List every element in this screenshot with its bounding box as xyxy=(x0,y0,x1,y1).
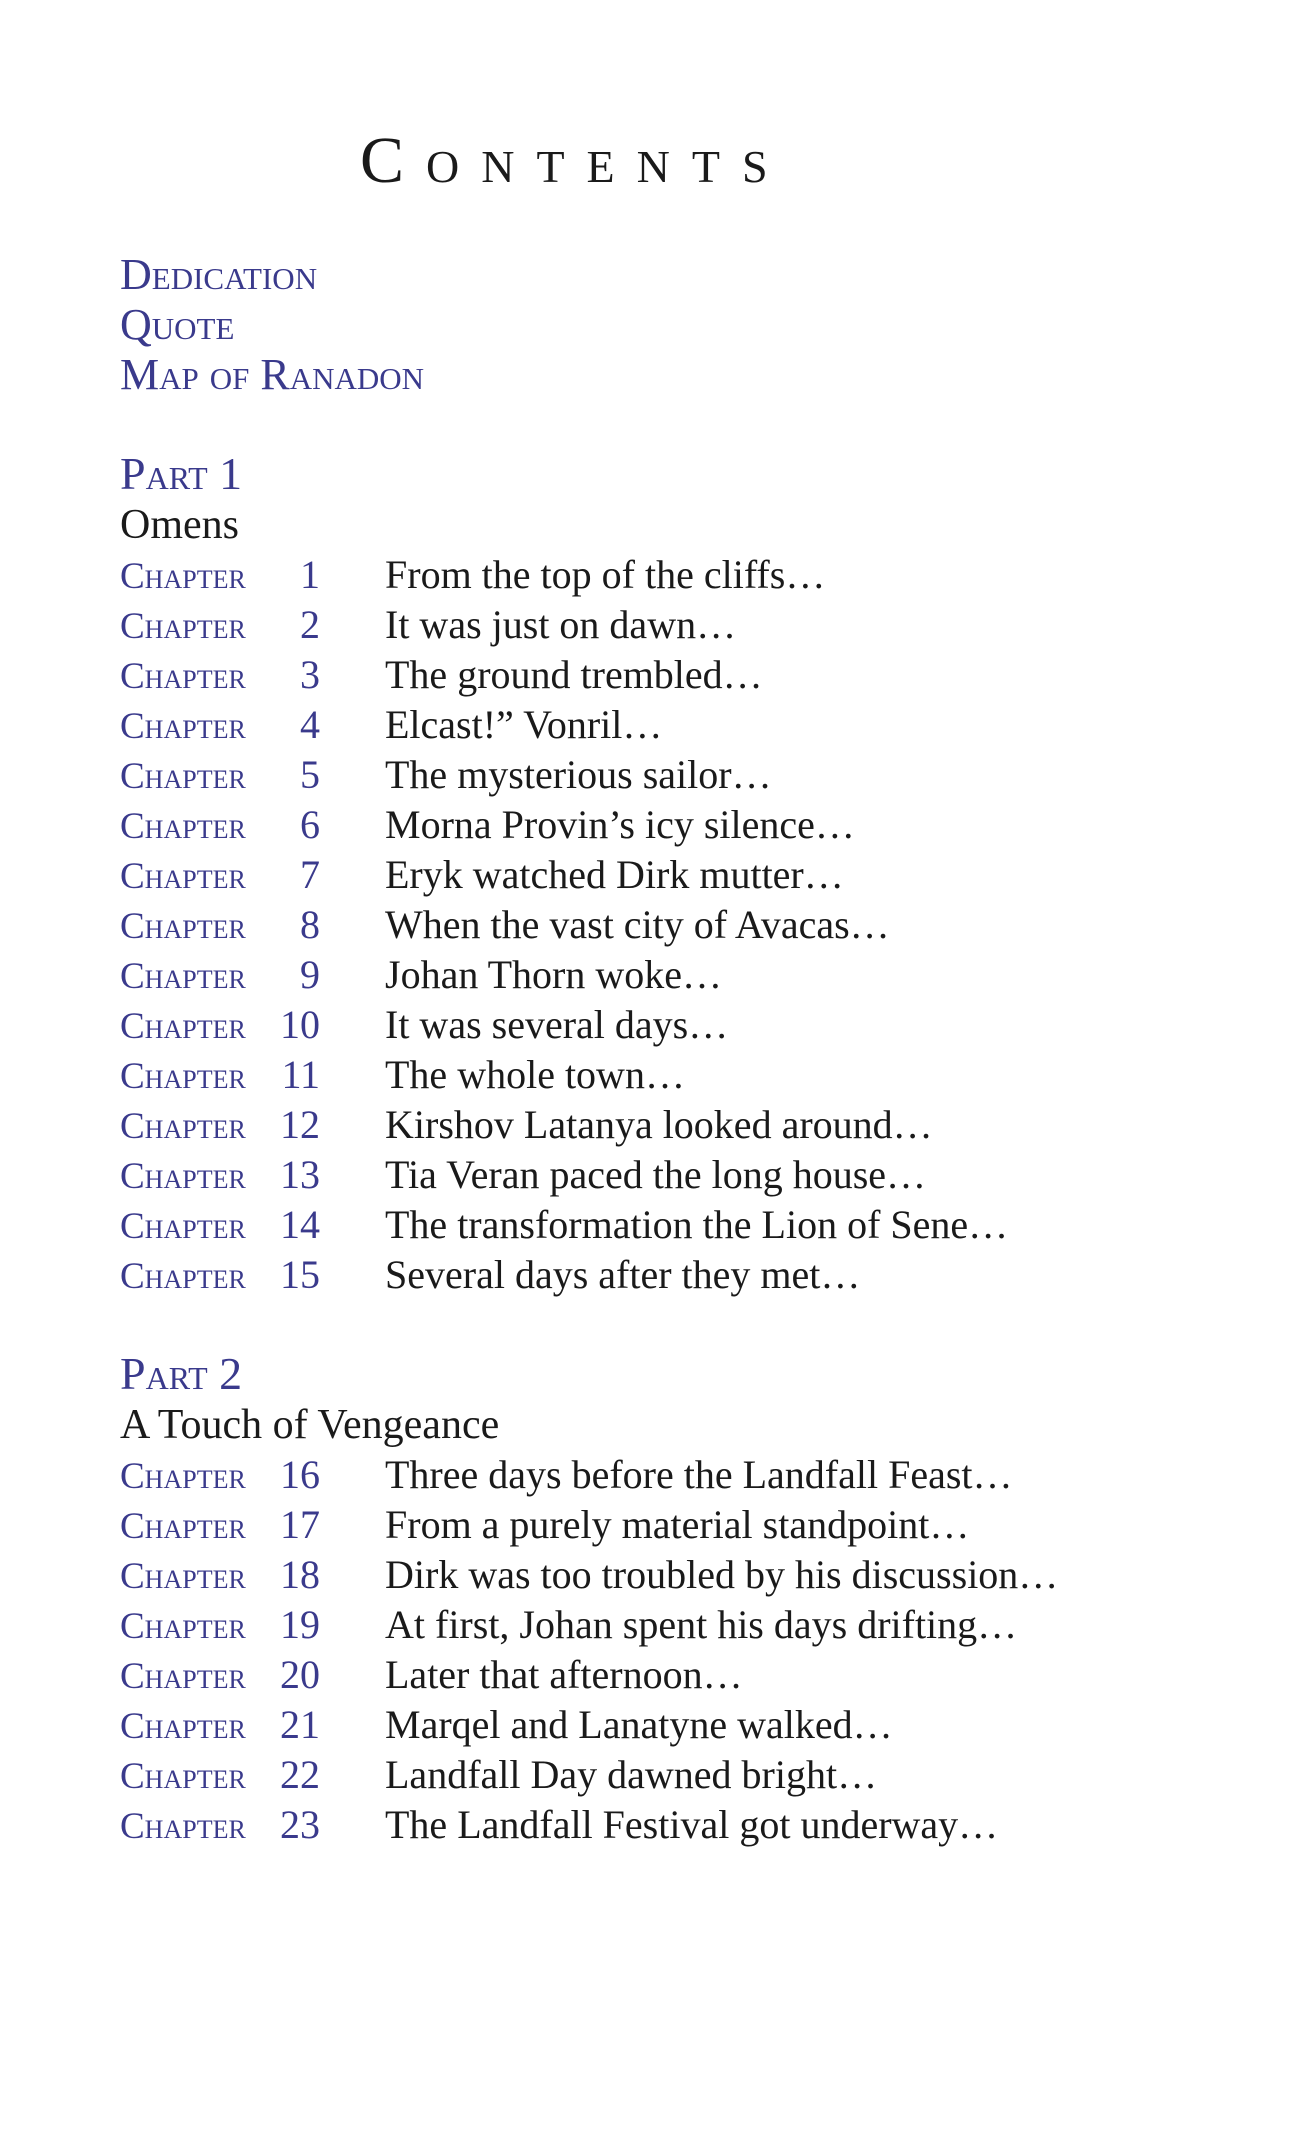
chapter-excerpt: Johan Thorn woke… xyxy=(385,952,722,997)
chapter-list xyxy=(120,1450,1058,1850)
part-link[interactable]: Part 2 xyxy=(120,1348,243,1399)
chapter-excerpt: Three days before the Landfall Feast… xyxy=(385,1452,1013,1497)
chapter-link[interactable]: Chapter xyxy=(120,1556,246,1597)
chapter-link[interactable]: Chapter xyxy=(120,656,246,697)
chapter-link[interactable]: Chapter xyxy=(120,1106,246,1147)
chapter-row xyxy=(120,1500,1058,1550)
chapter-number[interactable]: 4 xyxy=(300,702,320,747)
chapter-excerpt: The ground trembled… xyxy=(385,652,763,697)
chapter-row xyxy=(120,1250,1008,1300)
chapter-row xyxy=(120,700,1008,750)
chapter-excerpt: Tia Veran paced the long house… xyxy=(385,1152,927,1197)
chapter-number[interactable]: 23 xyxy=(280,1802,320,1847)
chapter-link[interactable]: Chapter xyxy=(120,1256,246,1297)
chapter-number[interactable]: 10 xyxy=(280,1002,320,1047)
chapter-row xyxy=(120,1150,1008,1200)
chapter-link[interactable]: Chapter xyxy=(120,1006,246,1047)
chapter-number[interactable]: 7 xyxy=(300,852,320,897)
chapter-row xyxy=(120,750,1008,800)
page-title: Contents xyxy=(360,124,790,197)
chapter-number[interactable]: 19 xyxy=(280,1602,320,1647)
chapter-link[interactable]: Chapter xyxy=(120,1606,246,1647)
link-map[interactable]: Map of Ranadon xyxy=(120,350,425,399)
chapter-link[interactable]: Chapter xyxy=(120,1456,246,1497)
chapter-number[interactable]: 8 xyxy=(300,902,320,947)
chapter-excerpt: At first, Johan spent his days drifting… xyxy=(385,1602,1018,1647)
chapter-excerpt: It was several days… xyxy=(385,1002,729,1047)
chapter-number[interactable]: 17 xyxy=(280,1502,320,1547)
chapter-excerpt: Several days after they met… xyxy=(385,1252,861,1297)
chapter-excerpt: When the vast city of Avacas… xyxy=(385,902,890,947)
chapter-excerpt: Marqel and Lanatyne walked… xyxy=(385,1702,893,1747)
chapter-excerpt: From a purely material standpoint… xyxy=(385,1502,970,1547)
chapter-excerpt: The mysterious sailor… xyxy=(385,752,772,797)
part-section xyxy=(120,1348,1058,1850)
chapter-link[interactable]: Chapter xyxy=(120,906,246,947)
part-subtitle: Omens xyxy=(120,502,239,548)
chapter-row xyxy=(120,850,1008,900)
chapter-row xyxy=(120,950,1008,1000)
chapter-list xyxy=(120,550,1008,1300)
chapter-excerpt: Dirk was too troubled by his discussion… xyxy=(385,1552,1059,1597)
chapter-number[interactable]: 2 xyxy=(300,602,320,647)
chapter-number[interactable]: 21 xyxy=(280,1702,320,1747)
chapter-link[interactable]: Chapter xyxy=(120,606,246,647)
link-dedication[interactable]: Dedication xyxy=(120,250,318,299)
chapter-row xyxy=(120,550,1008,600)
chapter-link[interactable]: Chapter xyxy=(120,806,246,847)
chapter-row xyxy=(120,800,1008,850)
chapter-excerpt: From the top of the cliffs… xyxy=(385,552,826,597)
chapter-number[interactable]: 22 xyxy=(280,1752,320,1797)
front-matter-list xyxy=(120,250,424,400)
chapter-row xyxy=(120,1600,1058,1650)
chapter-link[interactable]: Chapter xyxy=(120,1156,246,1197)
chapter-row xyxy=(120,1450,1058,1500)
chapter-number[interactable]: 14 xyxy=(280,1202,320,1247)
chapter-row xyxy=(120,1550,1058,1600)
chapter-link[interactable]: Chapter xyxy=(120,1506,246,1547)
chapter-number[interactable]: 6 xyxy=(300,802,320,847)
chapter-number[interactable]: 9 xyxy=(300,952,320,997)
chapter-row xyxy=(120,1100,1008,1150)
chapter-link[interactable]: Chapter xyxy=(120,1056,246,1097)
chapter-link[interactable]: Chapter xyxy=(120,706,246,747)
chapter-link[interactable]: Chapter xyxy=(120,556,246,597)
chapter-link[interactable]: Chapter xyxy=(120,1206,246,1247)
chapter-excerpt: Elcast!” Vonril… xyxy=(385,702,663,747)
chapter-number[interactable]: 18 xyxy=(280,1552,320,1597)
chapter-row xyxy=(120,1700,1058,1750)
chapter-row xyxy=(120,1750,1058,1800)
part-section xyxy=(120,448,1008,1300)
chapter-excerpt: The Landfall Festival got underway… xyxy=(385,1802,999,1847)
chapter-excerpt: Kirshov Latanya looked around… xyxy=(385,1102,933,1147)
chapter-number[interactable]: 13 xyxy=(280,1152,320,1197)
chapter-number[interactable]: 11 xyxy=(281,1052,320,1097)
chapter-link[interactable]: Chapter xyxy=(120,1756,246,1797)
chapter-excerpt: The whole town… xyxy=(385,1052,685,1097)
chapter-row xyxy=(120,1050,1008,1100)
link-quote[interactable]: Quote xyxy=(120,300,235,349)
chapter-excerpt: Later that afternoon… xyxy=(385,1652,743,1697)
chapter-row xyxy=(120,1200,1008,1250)
chapter-excerpt: Eryk watched Dirk mutter… xyxy=(385,852,844,897)
chapter-number[interactable]: 12 xyxy=(280,1102,320,1147)
chapter-link[interactable]: Chapter xyxy=(120,856,246,897)
chapter-number[interactable]: 20 xyxy=(280,1652,320,1697)
chapter-excerpt: It was just on dawn… xyxy=(385,602,737,647)
chapter-number[interactable]: 15 xyxy=(280,1252,320,1297)
chapter-row xyxy=(120,1650,1058,1700)
chapter-excerpt: Morna Provin’s icy silence… xyxy=(385,802,855,847)
chapter-number[interactable]: 3 xyxy=(300,652,320,697)
chapter-number[interactable]: 1 xyxy=(300,552,320,597)
chapter-row xyxy=(120,900,1008,950)
chapter-excerpt: The transformation the Lion of Sene… xyxy=(385,1202,1009,1247)
chapter-link[interactable]: Chapter xyxy=(120,1806,246,1847)
part-subtitle: A Touch of Vengeance xyxy=(120,1402,500,1448)
chapter-link[interactable]: Chapter xyxy=(120,1656,246,1697)
chapter-link[interactable]: Chapter xyxy=(120,756,246,797)
chapter-row xyxy=(120,650,1008,700)
chapter-number[interactable]: 16 xyxy=(280,1452,320,1497)
chapter-row xyxy=(120,1000,1008,1050)
chapter-excerpt: Landfall Day dawned bright… xyxy=(385,1752,878,1797)
part-link[interactable]: Part 1 xyxy=(120,448,243,499)
chapter-row xyxy=(120,1800,1058,1850)
chapter-row xyxy=(120,600,1008,650)
chapter-link[interactable]: Chapter xyxy=(120,956,246,997)
chapter-number[interactable]: 5 xyxy=(300,752,320,797)
chapter-link[interactable]: Chapter xyxy=(120,1706,246,1747)
